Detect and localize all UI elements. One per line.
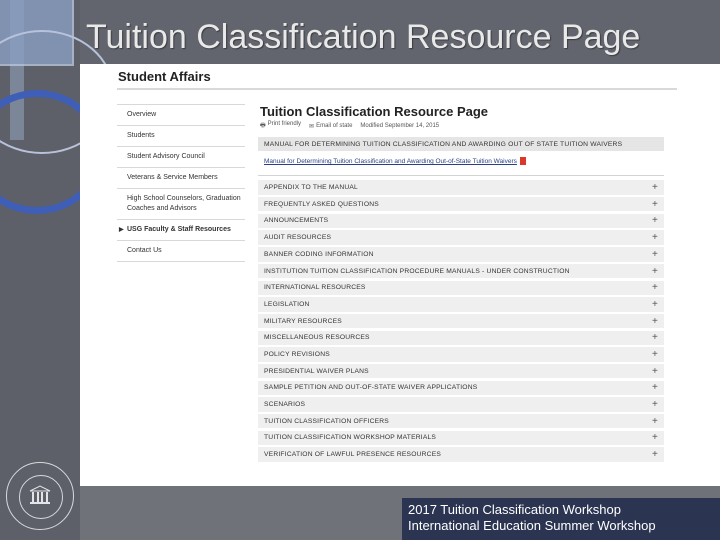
expand-plus-icon[interactable]: + xyxy=(651,399,658,411)
accordion-item-legislation[interactable]: LEGISLATION + xyxy=(258,297,664,311)
accordion-item-procedure-manuals[interactable]: INSTITUTION TUITION CLASSIFICATION PROCEDURE MANUALS - UNDER CONSTRUCTION + xyxy=(258,264,664,278)
expand-plus-icon[interactable]: + xyxy=(651,449,658,461)
expand-plus-icon[interactable]: + xyxy=(651,232,658,244)
accordion-item-policy[interactable]: POLICY REVISIONS + xyxy=(258,347,664,361)
accordion-item-appendix[interactable]: APPENDIX TO THE MANUAL + xyxy=(258,180,664,194)
main-content xyxy=(258,102,664,464)
sidebar-item-high-school-counselors[interactable]: High School Counselors, Graduation Coaches and Advisors xyxy=(117,189,245,220)
building-icon xyxy=(29,485,51,505)
expand-plus-icon[interactable]: + xyxy=(651,182,658,194)
expand-plus-icon[interactable]: + xyxy=(651,348,658,360)
sidebar-nav xyxy=(117,104,245,262)
sidebar-item-contact-us[interactable]: Contact Us xyxy=(117,241,245,262)
pdf-icon xyxy=(520,157,526,165)
accordion-item-faq[interactable]: FREQUENTLY ASKED QUESTIONS + xyxy=(258,197,664,211)
expand-plus-icon[interactable]: + xyxy=(651,432,658,444)
expand-plus-icon[interactable]: + xyxy=(651,315,658,327)
university-seal-logo xyxy=(6,462,74,530)
expand-plus-icon[interactable]: + xyxy=(651,215,658,227)
sidebar-item-label: USG Faculty & Staff Resources xyxy=(127,226,231,233)
accordion-item-banner[interactable]: BANNER CODING INFORMATION + xyxy=(258,247,664,261)
expand-plus-icon[interactable]: + xyxy=(651,282,658,294)
divider xyxy=(258,175,664,176)
expand-plus-icon[interactable]: + xyxy=(651,365,658,377)
footer-caption xyxy=(402,498,720,540)
accordion-item-miscellaneous[interactable]: MISCELLANEOUS RESOURCES + xyxy=(258,331,664,345)
sidebar-item-student-advisory-council[interactable]: Student Advisory Council xyxy=(117,147,245,168)
expand-plus-icon[interactable]: + xyxy=(651,415,658,427)
chevron-right-icon: ▶ xyxy=(119,227,124,233)
manual-pdf-link[interactable]: Manual for Determining Tuition Classification and Awarding Out-of-State Tuition Waivers xyxy=(264,157,664,165)
expand-plus-icon[interactable]: + xyxy=(651,265,658,277)
modified-date: Modified September 14, 2015 xyxy=(360,123,440,129)
footer-line-1: 2017 Tuition Classification Workshop xyxy=(408,502,621,517)
accordion-item-announcements[interactable]: ANNOUNCEMENTS + xyxy=(258,214,664,228)
website-screenshot xyxy=(80,64,720,486)
accordion-item-audit[interactable]: AUDIT RESOURCES + xyxy=(258,230,664,244)
accordion-item-presidential-waiver[interactable]: PRESIDENTIAL WAIVER PLANS + xyxy=(258,364,664,378)
header-divider xyxy=(117,88,677,90)
accordion-item-lawful-presence[interactable]: VERIFICATION OF LAWFUL PRESENCE RESOURCES + xyxy=(258,447,664,461)
expand-plus-icon[interactable]: + xyxy=(651,248,658,260)
printer-icon: 🖶 xyxy=(260,123,266,129)
expand-plus-icon[interactable]: + xyxy=(651,382,658,394)
accordion-list xyxy=(258,180,664,461)
page-title: Tuition Classification Resource Page xyxy=(260,104,489,119)
print-button[interactable]: 🖶 Print friendly xyxy=(260,121,302,129)
page-meta xyxy=(260,121,664,131)
slide-title: Tuition Classification Resource Page xyxy=(86,18,641,56)
accordion-item-military[interactable]: MILITARY RESOURCES + xyxy=(258,314,664,328)
site-header: Student Affairs xyxy=(118,69,211,84)
accordion-item-international[interactable]: INTERNATIONAL RESOURCES + xyxy=(258,281,664,295)
expand-plus-icon[interactable]: + xyxy=(651,298,658,310)
email-button[interactable]: ✉ Email of state xyxy=(309,122,353,130)
accordion-item-scenarios[interactable]: SCENARIOS + xyxy=(258,397,664,411)
expand-plus-icon[interactable]: + xyxy=(651,332,658,344)
expand-plus-icon[interactable]: + xyxy=(651,198,658,210)
email-icon: ✉ xyxy=(309,123,315,130)
sidebar-item-faculty-staff[interactable] xyxy=(117,220,245,241)
sidebar-item-veterans[interactable]: Veterans & Service Members xyxy=(117,168,245,189)
manual-section-header[interactable]: MANUAL FOR DETERMINING TUITION CLASSIFICATION AND AWARDING OUT OF STATE TUITION WAIVERS xyxy=(258,137,664,151)
sidebar-item-overview[interactable]: Overview xyxy=(117,105,245,126)
sidebar-item-students[interactable]: Students xyxy=(117,126,245,147)
footer-line-2: International Education Summer Workshop xyxy=(408,518,656,533)
accordion-item-sample-petition[interactable]: SAMPLE PETITION AND OUT-OF-STATE WAIVER APPLICATIONS + xyxy=(258,381,664,395)
accordion-item-workshop-materials[interactable]: TUITION CLASSIFICATION WORKSHOP MATERIALS + xyxy=(258,431,664,445)
accordion-item-officers[interactable]: TUITION CLASSIFICATION OFFICERS + xyxy=(258,414,664,428)
